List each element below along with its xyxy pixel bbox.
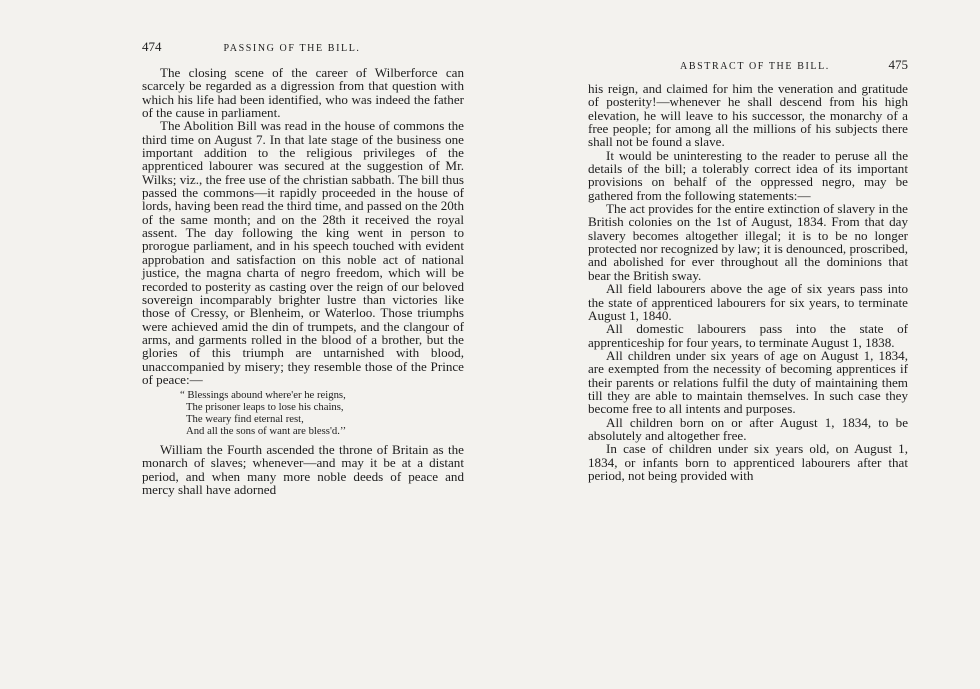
right-paragraph-7: All children born on or after August 1, 1834, to be absolutely and altogether free. bbox=[588, 414, 908, 443]
right-paragraph-5: All domestic labourers pass into the state of apprenticeship for four years, to terminate August 1, 1838. bbox=[588, 321, 908, 350]
right-paragraph-6: All children under six years of age on August 1, 1834, are exempted from the necessity of becoming apprentices if their parents or relations fulfil the duty of maintaining them till they are able to maintain themselves. In such case they become free to all intents and purposes. bbox=[588, 347, 908, 417]
right-paragraph-1: his reign, and claimed for him the veneration and gratitude of posterity!—whenever he shall descend from his high elevation, he will leave to his successor, the monarchy of a free people; for among all the millions of his subjects there shall not be found a slave. bbox=[588, 81, 908, 150]
verse-quotation bbox=[180, 390, 464, 438]
left-paragraph-1: The closing scene of the career of Wilberforce can scarcely be regarded as a digression from that question with which his life had been identified, who was indeed the father of the cause in parliament. bbox=[142, 65, 464, 121]
verse-line: “ Blessings abound where'er he reigns, bbox=[180, 389, 346, 402]
right-page-number: 475 bbox=[888, 57, 908, 72]
right-paragraph-3: The act provides for the entire extinction of slavery in the British colonies on the 1st of August, 1834. From that day slavery becomes altogether illegal; it is to be no longer protected nor recognized by law; it is denounced, proscribed, and abolished for ever throughout all the dominions that bear the British sway. bbox=[588, 201, 908, 283]
right-running-head bbox=[588, 58, 908, 72]
right-running-title: ABSTRACT OF THE BILL. bbox=[680, 61, 830, 72]
right-page bbox=[588, 58, 908, 482]
left-running-head bbox=[142, 40, 464, 54]
verse-line: The prisoner leaps to lose his chains, bbox=[186, 401, 344, 414]
verse-line: The weary find eternal rest, bbox=[186, 413, 304, 426]
right-paragraph-2: It would be uninteresting to the reader to peruse all the details of the bill; a tolerably correct idea of its important provisions on behalf of the oppressed negro, may be gathered from the following statements:— bbox=[588, 147, 908, 203]
verse-line: And all the sons of want are bless'd.’’ bbox=[186, 424, 347, 437]
left-page bbox=[142, 40, 464, 496]
left-paragraph-2: The Abolition Bill was read in the house of commons the third time on August 7. In that late stage of the business one important addition to the religious privileges of the apprenticed labourer was secured at the suggestion of Mr. Wilks; viz., the free use of the christian sabbath. The bill thus passed the commons—it rapidly proceeded in the house of lords, having been read the third time, and passed on the 20th of the same month; and on the 28th it received the royal assent. The day following the king went in person to prorogue parliament, and in his speech touched with evident approbation and satisfaction on this noble act of national justice, the magna charta of negro freedom, which will be recorded to posterity as casting over the reign of our beloved sovereign incomparably brighter lustre than victories like those of Cressy, or Blenheim, or Waterloo. Those triumphs were achieved amid the din of trumpets, and the clangour of arms, and garments rolled in the blood of a brother, but the glories of this triumph are untarnished with blood, unaccompanied by misery; they resemble those of the Prince of peace:— bbox=[142, 118, 464, 387]
right-paragraph-4: All field labourers above the age of six years pass into the state of apprenticed labourers for six years, to terminate August 1, 1840. bbox=[588, 281, 908, 323]
left-running-title: PASSING OF THE BILL. bbox=[223, 43, 361, 54]
right-paragraph-8: In case of children under six years old, on August 1, 1834, or infants born to apprenticed labourers after that period, not being provided with bbox=[588, 441, 908, 483]
left-closing-paragraph: William the Fourth ascended the throne of Britain as the monarch of slaves; whenever—and may it be at a distant period, and when many more noble deeds of peace and mercy shall have adorned bbox=[142, 441, 464, 497]
left-page-number: 474 bbox=[142, 39, 162, 54]
